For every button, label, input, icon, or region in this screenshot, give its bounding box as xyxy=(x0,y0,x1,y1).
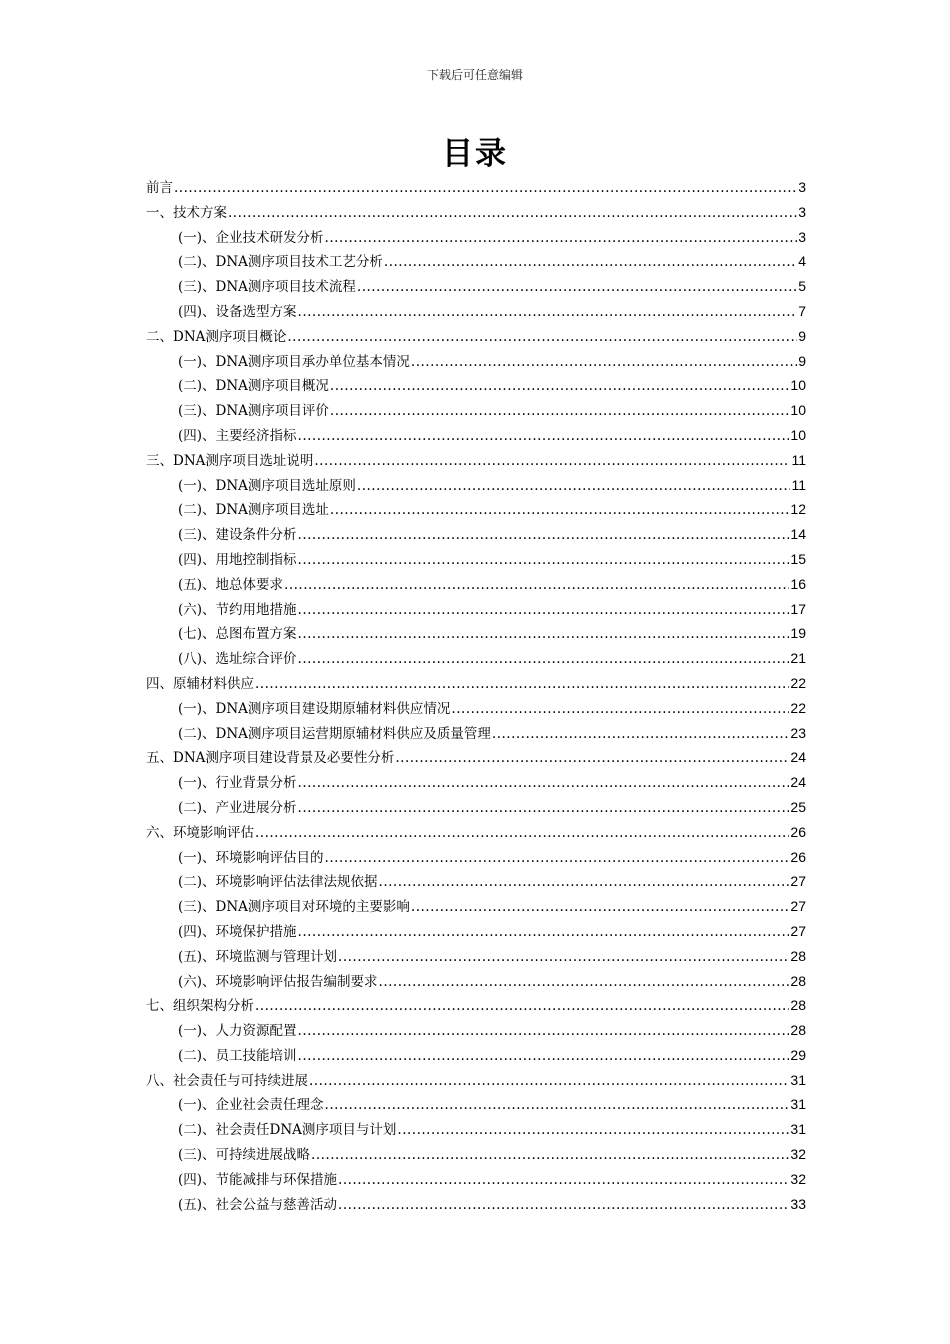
toc-subsection-entry[interactable] xyxy=(146,945,806,970)
toc-page-number: 28 xyxy=(790,997,806,1014)
toc-entry-title: (一)、DNA测序项目承办单位基本情况 xyxy=(178,353,410,370)
toc-subsection-entry[interactable] xyxy=(146,598,806,623)
toc-page-number: 11 xyxy=(791,476,806,493)
toc-section-entry[interactable] xyxy=(146,325,806,350)
toc-entry-title: (一)、企业技术研发分析 xyxy=(178,229,324,246)
toc-entry-title: (一)、人力资源配置 xyxy=(178,1023,297,1040)
toc-entry-title: (四)、设备选型方案 xyxy=(178,303,297,320)
toc-entry-title: (一)、DNA测序项目选址原则 xyxy=(178,477,356,494)
toc-entry-title: (五)、地总体要求 xyxy=(178,576,284,593)
toc-entry-title: (五)、社会公益与慈善活动 xyxy=(178,1196,338,1213)
toc-page-number: 31 xyxy=(790,1121,806,1138)
dot-leader xyxy=(298,428,790,444)
toc-entry-title: (二)、社会责任DNA测序项目与计划 xyxy=(178,1122,397,1139)
dot-leader xyxy=(338,1197,789,1213)
toc-subsection-entry[interactable] xyxy=(146,1143,806,1168)
toc-page-number: 12 xyxy=(790,501,806,518)
toc-page-number: 5 xyxy=(798,278,806,295)
toc-entry-title: (三)、DNA测序项目技术流程 xyxy=(178,279,356,296)
toc-entry-title: (三)、可持续进展战略 xyxy=(178,1147,311,1164)
dot-leader xyxy=(379,974,790,990)
page-header: 下载后可任意编辑 xyxy=(426,68,523,82)
toc-entry-title: (一)、DNA测序项目建设期原辅材料供应情况 xyxy=(178,700,451,717)
toc-subsection-entry[interactable] xyxy=(146,1093,806,1118)
toc-subsection-entry[interactable] xyxy=(146,226,806,251)
dot-leader xyxy=(309,1073,789,1089)
dot-leader xyxy=(325,850,790,866)
dot-leader xyxy=(228,205,797,221)
toc-subsection-entry[interactable] xyxy=(146,474,806,499)
dot-leader xyxy=(298,552,790,568)
toc-entry-title: 五、DNA测序项目建设背景及必要性分析 xyxy=(146,750,395,767)
dot-leader xyxy=(298,527,790,543)
toc-page-number: 26 xyxy=(790,823,806,840)
dot-leader xyxy=(330,502,790,518)
toc-page-number: 31 xyxy=(790,1071,806,1088)
dot-leader xyxy=(338,949,789,965)
dot-leader xyxy=(314,453,790,469)
toc-entry-title: (二)、环境影响评估法律法规依据 xyxy=(178,874,378,891)
toc-subsection-entry[interactable] xyxy=(146,399,806,424)
dot-leader xyxy=(298,651,790,667)
toc-entry-title: (二)、DNA测序项目选址 xyxy=(178,502,329,519)
toc-entry-title: (一)、企业社会责任理念 xyxy=(178,1097,324,1114)
toc-entry-title: 三、DNA测序项目选址说明 xyxy=(146,452,314,469)
toc-entry-title: (三)、DNA测序项目评价 xyxy=(178,403,329,420)
dot-leader xyxy=(397,1122,789,1138)
dot-leader xyxy=(325,1097,790,1113)
dot-leader xyxy=(287,329,797,345)
toc-subsection-entry[interactable] xyxy=(146,1193,806,1218)
toc-page-number: 4 xyxy=(798,253,806,270)
toc-subsection-entry[interactable] xyxy=(146,573,806,598)
toc-entry-title: 七、组织架构分析 xyxy=(146,998,254,1015)
table-of-contents xyxy=(146,176,806,1217)
toc-section-entry[interactable] xyxy=(146,201,806,226)
dot-leader xyxy=(451,701,789,717)
toc-page-number: 32 xyxy=(790,1170,806,1187)
toc-page-number: 27 xyxy=(790,873,806,890)
dot-leader xyxy=(357,279,797,295)
toc-section-entry[interactable] xyxy=(146,672,806,697)
toc-section-entry[interactable] xyxy=(146,449,806,474)
toc-section-entry[interactable] xyxy=(146,994,806,1019)
toc-subsection-entry[interactable] xyxy=(146,647,806,672)
toc-subsection-entry[interactable] xyxy=(146,771,806,796)
dot-leader xyxy=(298,626,790,642)
toc-entry-title: (三)、建设条件分析 xyxy=(178,527,297,544)
toc-page-number: 23 xyxy=(790,724,806,741)
toc-section-entry[interactable] xyxy=(146,176,806,201)
dot-leader xyxy=(298,924,790,940)
toc-page-number: 22 xyxy=(790,699,806,716)
toc-page-number: 15 xyxy=(790,550,806,567)
toc-section-entry[interactable] xyxy=(146,1069,806,1094)
toc-page-number: 28 xyxy=(790,972,806,989)
toc-subsection-entry[interactable] xyxy=(146,523,806,548)
toc-entry-title: (七)、总图布置方案 xyxy=(178,626,297,643)
toc-entry-title: (二)、DNA测序项目运营期原辅材料供应及质量管理 xyxy=(178,725,491,742)
toc-entry-title: (六)、节约用地措施 xyxy=(178,601,297,618)
dot-leader xyxy=(174,180,797,196)
dot-leader xyxy=(255,825,789,841)
toc-subsection-entry[interactable] xyxy=(146,424,806,449)
toc-subsection-entry[interactable] xyxy=(146,622,806,647)
dot-leader xyxy=(411,899,790,915)
toc-entry-title: (五)、环境监测与管理计划 xyxy=(178,948,338,965)
dot-leader xyxy=(298,800,790,816)
toc-page-number: 24 xyxy=(790,774,806,791)
dot-leader xyxy=(330,403,790,419)
toc-subsection-entry[interactable] xyxy=(146,1168,806,1193)
toc-subsection-entry[interactable] xyxy=(146,374,806,399)
toc-page-number: 11 xyxy=(791,451,806,468)
toc-page-number: 14 xyxy=(790,526,806,543)
toc-subsection-entry[interactable] xyxy=(146,970,806,995)
toc-entry-title: (二)、员工技能培训 xyxy=(178,1047,297,1064)
toc-page-number: 22 xyxy=(790,674,806,691)
toc-subsection-entry[interactable] xyxy=(146,722,806,747)
toc-page-number: 3 xyxy=(798,228,806,245)
toc-entry-title: (四)、主要经济指标 xyxy=(178,427,297,444)
toc-page-number: 33 xyxy=(790,1195,806,1212)
toc-page-number: 3 xyxy=(798,179,806,195)
toc-page-number: 25 xyxy=(790,798,806,815)
dot-leader xyxy=(357,478,791,494)
toc-subsection-entry[interactable] xyxy=(146,548,806,573)
dot-leader xyxy=(255,998,789,1014)
dot-leader xyxy=(298,304,798,320)
toc-page-number: 26 xyxy=(790,848,806,865)
toc-page-number: 16 xyxy=(790,575,806,592)
toc-subsection-entry[interactable] xyxy=(146,275,806,300)
toc-page-number: 10 xyxy=(790,377,806,394)
toc-page-number: 27 xyxy=(790,898,806,915)
toc-subsection-entry[interactable] xyxy=(146,1019,806,1044)
toc-entry-title: (二)、DNA测序项目概况 xyxy=(178,378,329,395)
dot-leader xyxy=(384,254,797,270)
toc-entry-title: 前言 xyxy=(146,180,173,196)
dot-leader xyxy=(325,230,798,246)
toc-page-number: 7 xyxy=(798,302,806,319)
dot-leader xyxy=(255,676,789,692)
toc-entry-title: (八)、选址综合评价 xyxy=(178,651,297,668)
toc-subsection-entry[interactable] xyxy=(146,895,806,920)
toc-page-number: 3 xyxy=(798,203,806,220)
toc-page-number: 17 xyxy=(790,600,806,617)
dot-leader xyxy=(395,750,789,766)
toc-section-entry[interactable] xyxy=(146,821,806,846)
toc-entry-title: (二)、DNA测序项目技术工艺分析 xyxy=(178,254,383,271)
toc-page-number: 29 xyxy=(790,1046,806,1063)
toc-entry-title: (四)、环境保护措施 xyxy=(178,923,297,940)
toc-page-number: 10 xyxy=(790,426,806,443)
toc-subsection-entry[interactable] xyxy=(146,920,806,945)
toc-subsection-entry[interactable] xyxy=(146,1044,806,1069)
dot-leader xyxy=(338,1172,789,1188)
toc-subsection-entry[interactable] xyxy=(146,250,806,275)
toc-subsection-entry[interactable] xyxy=(146,498,806,523)
dot-leader xyxy=(298,775,790,791)
toc-page-number: 19 xyxy=(790,625,806,642)
toc-page-number: 28 xyxy=(790,947,806,964)
dot-leader xyxy=(330,378,790,394)
toc-section-entry[interactable] xyxy=(146,746,806,771)
dot-leader xyxy=(492,726,790,742)
toc-page-number: 9 xyxy=(798,352,806,369)
toc-entry-title: 一、技术方案 xyxy=(146,204,227,221)
toc-entry-title: 二、DNA测序项目概论 xyxy=(146,328,287,345)
toc-subsection-entry[interactable] xyxy=(146,796,806,821)
toc-entry-title: (一)、行业背景分析 xyxy=(178,775,297,792)
toc-page-number: 31 xyxy=(790,1096,806,1113)
toc-entry-title: 六、环境影响评估 xyxy=(146,824,254,841)
toc-page-number: 24 xyxy=(790,749,806,766)
dot-leader xyxy=(284,577,789,593)
dot-leader xyxy=(298,1023,790,1039)
toc-entry-title: (四)、用地控制指标 xyxy=(178,551,297,568)
dot-leader xyxy=(298,1048,790,1064)
toc-entry-title: (三)、DNA测序项目对环境的主要影响 xyxy=(178,899,410,916)
toc-page-number: 27 xyxy=(790,922,806,939)
toc-entry-title: 八、社会责任与可持续进展 xyxy=(146,1072,308,1089)
dot-leader xyxy=(311,1147,789,1163)
toc-title: 目录 xyxy=(442,136,508,172)
toc-entry-title: (一)、环境影响评估目的 xyxy=(178,849,324,866)
toc-page-number: 10 xyxy=(790,402,806,419)
toc-page-number: 32 xyxy=(790,1146,806,1163)
toc-page-number: 9 xyxy=(798,327,806,344)
dot-leader xyxy=(411,354,797,370)
toc-page-number: 28 xyxy=(790,1022,806,1039)
dot-leader xyxy=(298,602,790,618)
toc-entry-title: (二)、产业进展分析 xyxy=(178,799,297,816)
toc-subsection-entry[interactable] xyxy=(146,870,806,895)
toc-subsection-entry[interactable] xyxy=(146,350,806,375)
dot-leader xyxy=(379,874,790,890)
toc-subsection-entry[interactable] xyxy=(146,300,806,325)
toc-subsection-entry[interactable] xyxy=(146,1118,806,1143)
toc-entry-title: (六)、环境影响评估报告编制要求 xyxy=(178,973,378,990)
toc-subsection-entry[interactable] xyxy=(146,846,806,871)
toc-page-number: 21 xyxy=(790,650,806,667)
toc-entry-title: (四)、节能减排与环保措施 xyxy=(178,1171,338,1188)
toc-subsection-entry[interactable] xyxy=(146,697,806,722)
toc-entry-title: 四、原辅材料供应 xyxy=(146,675,254,692)
